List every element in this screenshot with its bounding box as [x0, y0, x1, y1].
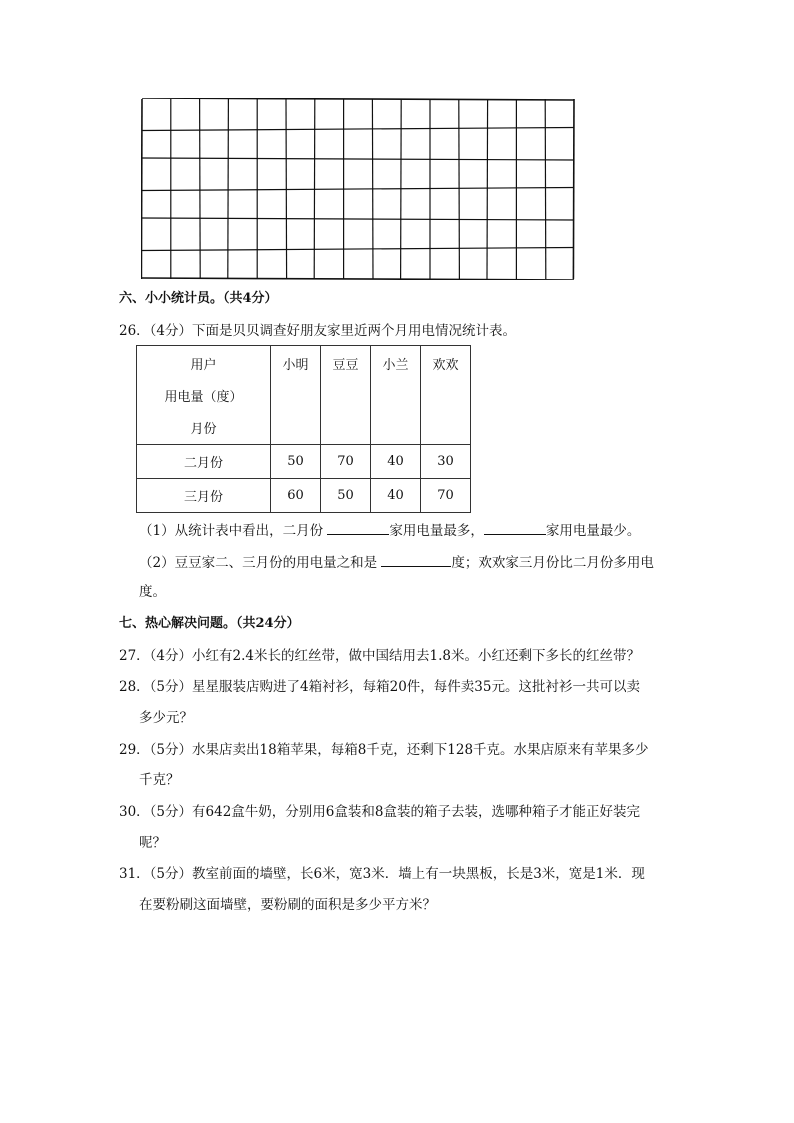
question-29-cont: 千克？ — [139, 772, 180, 788]
question-26-part-2 — [139, 552, 654, 573]
grid-line — [142, 98, 574, 100]
question-28: 28．（5分）星星服装店购进了4箱衬衫，每箱20件，每件卖35元。这批衬衫一共可以卖 — [119, 679, 640, 695]
answer-blank[interactable] — [381, 552, 451, 567]
question-26: 26．（4分）下面是贝贝调查好朋友家里近两个月用电情况统计表。 — [119, 323, 517, 339]
table-cell: 60 — [271, 479, 321, 513]
grid-line — [573, 99, 574, 279]
table-cell: 50 — [321, 479, 371, 513]
question-28-cont: 多少元？ — [139, 710, 193, 726]
question-30: 30．（5分）有642盒牛奶，分别用6盒装和8盒装的箱子去装，选哪种箱子才能正好装完 — [119, 804, 640, 820]
grid-line — [200, 99, 201, 279]
col-header: 小兰 — [371, 346, 421, 445]
col-header: 小明 — [271, 346, 321, 445]
grid-line — [545, 99, 546, 279]
col-header: 豆豆 — [321, 346, 371, 445]
grid-line — [141, 99, 142, 279]
table-cell: 50 — [271, 445, 321, 479]
grid-line — [142, 248, 574, 251]
table-cell: 40 — [371, 479, 421, 513]
header-month-label: 月份 — [190, 422, 217, 437]
drawing-grid — [141, 98, 575, 278]
grid-line — [487, 99, 488, 279]
table-header-diagonal — [137, 346, 271, 445]
table-row — [137, 479, 471, 513]
q26-2-text-b: 度；欢欢家三月份比二月份多用电 — [451, 555, 654, 571]
answer-blank[interactable] — [327, 520, 389, 535]
grid-line — [142, 158, 574, 160]
grid-svg — [141, 98, 575, 280]
question-26-part-1 — [139, 520, 640, 541]
question-31: 31．（5分）教室前面的墙壁，长6米，宽3米．墙上有一块黑板，长是3米，宽是1米．现 — [119, 866, 645, 882]
question-30-cont: 呢？ — [139, 835, 166, 851]
table-cell: 40 — [371, 445, 421, 479]
row-label: 二月份 — [137, 445, 271, 479]
q26-2-text-a: （2）豆豆家二、三月份的用电量之和是 — [139, 555, 378, 571]
header-usage-label: 用电量（度） — [164, 390, 243, 405]
question-29: 29．（5分）水果店卖出18箱苹果，每箱8千克，还剩下128千克。水果店原来有苹果多少 — [119, 742, 649, 758]
electricity-table — [136, 345, 471, 513]
question-27: 27．（4分）小红有2.4米长的红丝带，做中国结用去1.8米。小红还剩下多长的红丝带？ — [119, 648, 640, 664]
row-label: 三月份 — [137, 479, 271, 513]
grid-line — [142, 218, 574, 220]
section-6-title: 六、小小统计员。（共4分） — [119, 291, 278, 306]
header-user-label: 用户 — [190, 358, 217, 373]
question-26-part-2-cont: 度。 — [139, 584, 166, 600]
table-cell: 70 — [421, 479, 471, 513]
grid-line — [142, 128, 574, 131]
q26-1-text-c: 家用电量最少。 — [545, 523, 641, 539]
grid-line — [228, 99, 229, 279]
grid-line — [142, 188, 574, 191]
q26-1-text-b: 家用电量最多， — [389, 523, 484, 539]
section-7-title: 七、热心解决问题。（共24分） — [119, 616, 300, 631]
table-row — [137, 445, 471, 479]
grid-line — [459, 99, 460, 279]
col-header: 欢欢 — [421, 346, 471, 445]
grid-line — [142, 278, 574, 280]
grid-line — [314, 99, 315, 279]
answer-blank[interactable] — [484, 520, 546, 535]
table-cell: 30 — [421, 445, 471, 479]
q26-1-text-a: （1）从统计表中看出，二月份 — [139, 523, 324, 539]
question-31-cont: 在要粉刷这面墙壁，要粉刷的面积是多少平方米？ — [139, 897, 436, 913]
grid-line — [401, 99, 402, 279]
table-cell: 70 — [321, 445, 371, 479]
grid-line — [286, 99, 287, 279]
grid-line — [372, 99, 373, 279]
